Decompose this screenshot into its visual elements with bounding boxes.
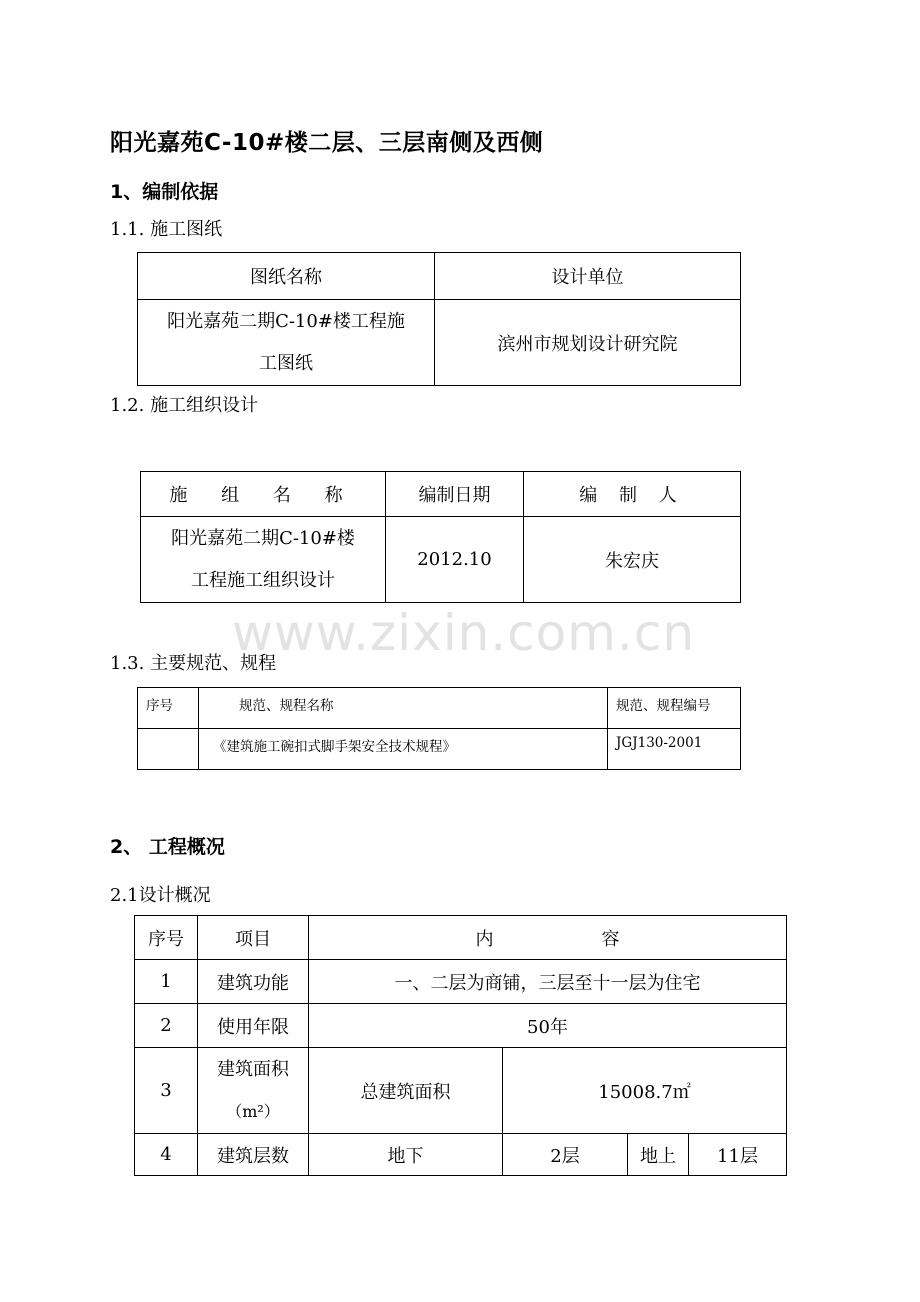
row-value: 15008.7㎡ <box>503 1048 787 1134</box>
watermark: www.zixin.com.cn <box>232 604 696 662</box>
section-2-1-heading: 2.1设计概况 <box>110 885 211 906</box>
design-name-cell <box>141 517 386 603</box>
below-ground-label: 地下 <box>309 1134 503 1176</box>
section-1-1-heading: 1.1. 施工图纸 <box>110 219 223 240</box>
header-date: 编制日期 <box>386 472 524 517</box>
table-row <box>135 1134 787 1176</box>
standard-name-cell: 《建筑施工碗扣式脚手架安全技术规程》 <box>199 729 608 770</box>
standard-code-cell: JGJ130-2001 <box>608 729 741 770</box>
header-no: 序号 <box>135 916 198 960</box>
row-no: 4 <box>135 1134 198 1176</box>
row-item-line1: 建筑面积 <box>217 1058 289 1080</box>
section-1-3-heading: 1.3. 主要规范、规程 <box>110 653 277 674</box>
header-design-unit: 设计单位 <box>435 253 741 300</box>
above-ground-value: 11层 <box>689 1134 787 1176</box>
header-standard-code: 规范、规程编号 <box>608 688 741 729</box>
table-row <box>135 1004 787 1048</box>
header-design-name: 施 组 名 称 <box>141 472 386 517</box>
drawing-name-line1: 阳光嘉苑二期C-10#楼工程施 <box>167 310 405 332</box>
drawing-name-line2: 工图纸 <box>259 352 313 374</box>
design-author-cell: 朱宏庆 <box>524 517 741 603</box>
table-row <box>135 960 787 1004</box>
row-item: 建筑层数 <box>198 1134 309 1176</box>
row-no: 3 <box>135 1048 198 1134</box>
header-drawing-name: 图纸名称 <box>138 253 435 300</box>
section-1-2-heading: 1.2. 施工组织设计 <box>110 395 259 416</box>
row-label: 总建筑面积 <box>309 1048 503 1134</box>
header-author: 编 制 人 <box>524 472 741 517</box>
drawing-name-cell <box>138 300 435 386</box>
design-date-cell: 2012.10 <box>386 517 524 603</box>
row-item: 使用年限 <box>198 1004 309 1048</box>
drawings-table <box>137 252 741 386</box>
above-ground-label: 地上 <box>628 1134 689 1176</box>
row-no: 2 <box>135 1004 198 1048</box>
row-item: 建筑功能 <box>198 960 309 1004</box>
header-item: 项目 <box>198 916 309 960</box>
header-content: 内 容 <box>309 916 787 960</box>
row-content: 一、二层为商铺，三层至十一层为住宅 <box>309 960 787 1004</box>
row-content: 50年 <box>309 1004 787 1048</box>
standard-no-cell <box>138 729 199 770</box>
design-name-line2: 工程施工组织设计 <box>191 569 335 591</box>
design-unit-cell: 滨州市规划设计研究院 <box>435 300 741 386</box>
below-ground-value: 2层 <box>503 1134 628 1176</box>
row-item-line2: （m²） <box>226 1101 280 1121</box>
standards-table <box>137 687 741 770</box>
row-item <box>198 1048 309 1134</box>
table-row <box>135 1048 787 1134</box>
design-name-line1: 阳光嘉苑二期C-10#楼 <box>171 527 355 549</box>
header-no: 序号 <box>138 688 199 729</box>
document-title: 阳光嘉苑C-10#楼二层、三层南侧及西侧 <box>110 130 544 156</box>
construction-design-table <box>140 471 741 603</box>
header-standard-name: 规范、规程名称 <box>199 688 608 729</box>
section-1-heading: 1、编制依据 <box>110 181 219 203</box>
design-overview-table <box>134 915 787 1176</box>
section-2-heading: 2、 工程概况 <box>110 836 225 858</box>
row-no: 1 <box>135 960 198 1004</box>
